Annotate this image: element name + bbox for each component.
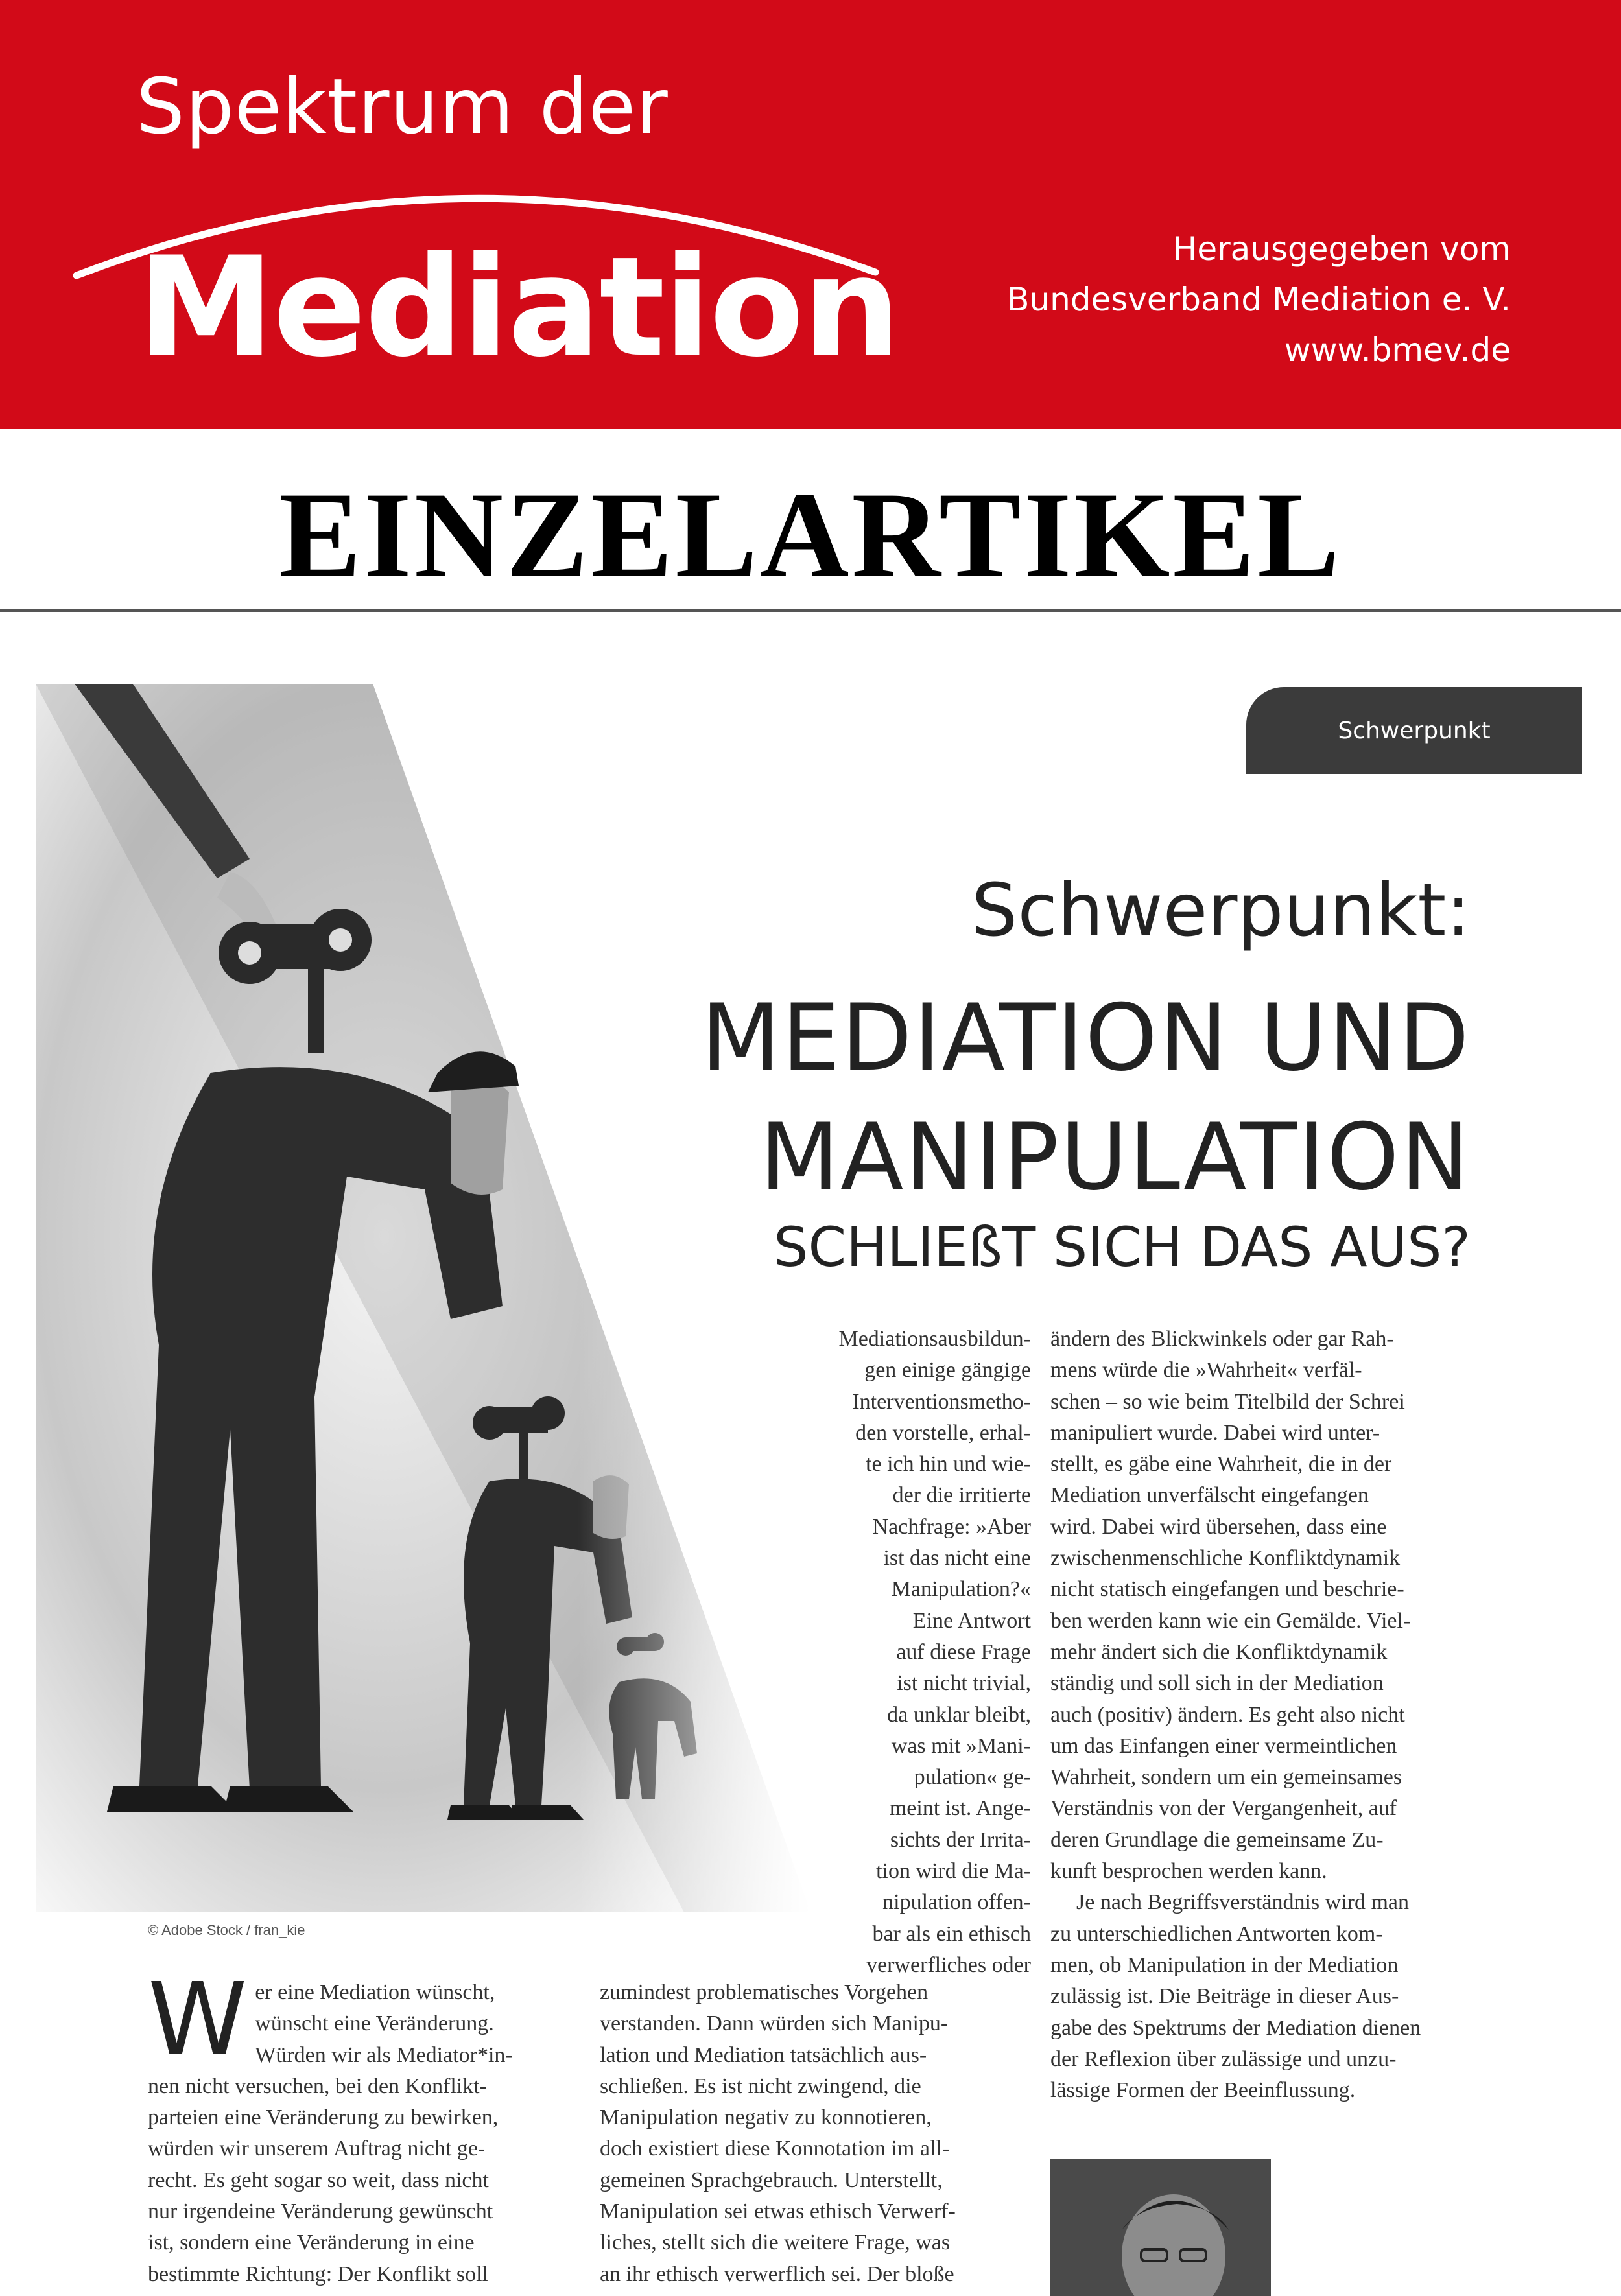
photo-credit: © Adobe Stock / fran_kie [148, 1922, 305, 1938]
text-line: bestimmte Richtung: Der Konflikt soll [148, 2262, 489, 2286]
text-line: lässige Formen der Beeinflussung. [1050, 2078, 1356, 2103]
text-line: Mediation unverfälscht eingefangen [1050, 1483, 1369, 1508]
text-line: recht. Es geht sogar so weit, dass nicht [148, 2168, 489, 2192]
text-line: schließen. Es ist nicht zwingend, die [600, 2074, 921, 2098]
text-line: Mediationsausbildun- [838, 1327, 1031, 1351]
text-line: meint ist. Ange- [889, 1796, 1031, 1821]
publisher-info [1007, 224, 1511, 375]
text-line: tion wird die Ma- [876, 1859, 1031, 1884]
text-line: zulässig ist. Die Beiträge in dieser Aus- [1050, 1984, 1399, 2009]
text-line: Wahrheit, sondern um ein gemeinsames [1050, 1765, 1402, 1790]
text-line: ist das nicht eine [883, 1546, 1031, 1571]
brand-main-text: Mediation [137, 227, 899, 387]
text-line: parteien eine Veränderung zu bewirken, [148, 2105, 499, 2130]
text-line: gabe des Spektrums der Mediation dienen [1050, 2015, 1421, 2040]
second-text-column [600, 1977, 1015, 2290]
publisher-line: Bundesverband Mediation e. V. [1007, 281, 1511, 318]
text-line: Manipulation negativ zu konnotieren, [600, 2105, 932, 2130]
text-line: da unklar bleibt, [887, 1702, 1031, 1727]
text-line: er eine Mediation wünscht, [255, 1980, 495, 2004]
text-line: sichts der Irrita- [890, 1827, 1031, 1852]
text-line: zu unterschiedlichen Antworten kom- [1050, 1921, 1383, 1946]
text-line: Manipulation?« [891, 1577, 1031, 1602]
narrow-text-column [765, 1324, 1031, 1981]
text-line: mehr ändert sich die Konfliktdynamik [1050, 1639, 1388, 1664]
text-line: auch (positiv) ändern. Es geht also nicht [1050, 1702, 1405, 1727]
drop-cap: W [148, 1961, 248, 2078]
text-line: Nachfrage: »Aber [872, 1514, 1031, 1539]
text-line: men, ob Manipulation in der Mediation [1050, 1952, 1399, 1977]
text-line: ständig und soll sich in der Mediation [1050, 1671, 1384, 1696]
text-line: nur irgendeine Veränderung gewünscht [148, 2199, 493, 2224]
text-line: der Reflexion über zulässige und unzu- [1050, 2046, 1397, 2071]
text-line: Je nach Begriffsverständnis wird man [1076, 1890, 1410, 1915]
right-text-column [1050, 1324, 1478, 2106]
text-line: würden wir unserem Auftrag nicht ge- [148, 2137, 486, 2161]
brand-top-text: Spektrum der [136, 62, 669, 151]
text-line: was mit »Mani- [891, 1733, 1031, 1758]
text-line: lation und Mediation tatsächlich aus- [600, 2043, 927, 2067]
text-line: ben werden kann wie ein Gemälde. Viel- [1050, 1608, 1411, 1633]
text-line: pulation« ge- [914, 1765, 1031, 1790]
text-line: verwerfliches oder [866, 1952, 1031, 1977]
text-line: Manipulation sei etwas ethisch Verwerf- [600, 2199, 956, 2224]
article-kicker: Schwerpunkt: [971, 869, 1471, 953]
text-line: verstanden. Dann würden sich Manipu- [600, 2011, 949, 2036]
text-line: gemeinen Sprachgebrauch. Unterstellt, [600, 2168, 943, 2192]
banner [0, 429, 1621, 612]
text-line: gen einige gängige [864, 1358, 1031, 1383]
text-line: nicht statisch eingefangen und beschrie- [1050, 1577, 1404, 1602]
text-line: schen – so wie beim Titelbild der Schrei [1050, 1389, 1405, 1414]
text-line: nipulation offen- [882, 1890, 1031, 1915]
headline-line: MEDIATION UND [701, 985, 1471, 1092]
text-line: deren Grundlage die gemeinsame Zu- [1050, 1827, 1384, 1852]
publisher-url[interactable]: www.bmev.de [1284, 331, 1511, 369]
text-line: kunft besprochen werden kann. [1050, 1859, 1327, 1884]
masthead [0, 0, 1621, 429]
text-line: ist nicht trivial, [897, 1671, 1031, 1696]
publisher-line: Herausgegeben vom [1172, 230, 1511, 268]
text-line: nen nicht versuchen, bei den Konflikt- [148, 2074, 488, 2098]
article-illustration [36, 684, 810, 1912]
section-tag: Schwerpunkt [1246, 687, 1582, 774]
text-line: Eine Antwort [912, 1608, 1031, 1633]
text-line: te ich hin und wie- [866, 1452, 1031, 1477]
text-line: wird. Dabei wird übersehen, dass eine [1050, 1514, 1387, 1539]
text-line: an ihr ethisch verwerflich sei. Der bloße [600, 2262, 954, 2286]
text-line: auf diese Frage [896, 1639, 1031, 1664]
author-portrait [1050, 2159, 1271, 2296]
text-line: manipuliert wurde. Dabei wird unter- [1050, 1420, 1380, 1445]
text-line: Interventionsmetho- [852, 1389, 1031, 1414]
text-line: stellt, es gäbe eine Wahrheit, die in der [1050, 1452, 1392, 1477]
banner-title: EINZELARTIKEL [279, 467, 1342, 603]
text-line: den vorstelle, erhal- [855, 1420, 1031, 1445]
text-line: der die irritierte [892, 1483, 1031, 1508]
text-line: zumindest problematisches Vorgehen [600, 1980, 929, 2004]
text-line: Würden wir als Mediator*in- [255, 2043, 513, 2067]
text-line: doch existiert diese Konnotation im all- [600, 2137, 950, 2161]
text-line: um das Einfangen einer vermeintlichen [1050, 1733, 1397, 1758]
text-line: ändern des Blickwinkels oder gar Rah- [1050, 1327, 1394, 1351]
first-text-column [148, 1961, 563, 2290]
article-subhead: SCHLIEßT SICH DAS AUS? [774, 1215, 1471, 1279]
text-line: zwischenmenschliche Konfliktdynamik [1050, 1546, 1401, 1571]
text-line: mens würde die »Wahrheit« verfäl- [1050, 1358, 1362, 1383]
text-line: wünscht eine Veränderung. [255, 2011, 494, 2036]
headline-line: MANIPULATION [759, 1104, 1471, 1211]
text-line: Verständnis von der Vergangenheit, auf [1050, 1796, 1397, 1821]
text-line: liches, stellt sich die weitere Frage, was [600, 2231, 951, 2255]
article-headline [701, 979, 1471, 1217]
text-line: bar als ein ethisch [872, 1921, 1031, 1946]
text-line: ist, sondern eine Veränderung in eine [148, 2231, 475, 2255]
